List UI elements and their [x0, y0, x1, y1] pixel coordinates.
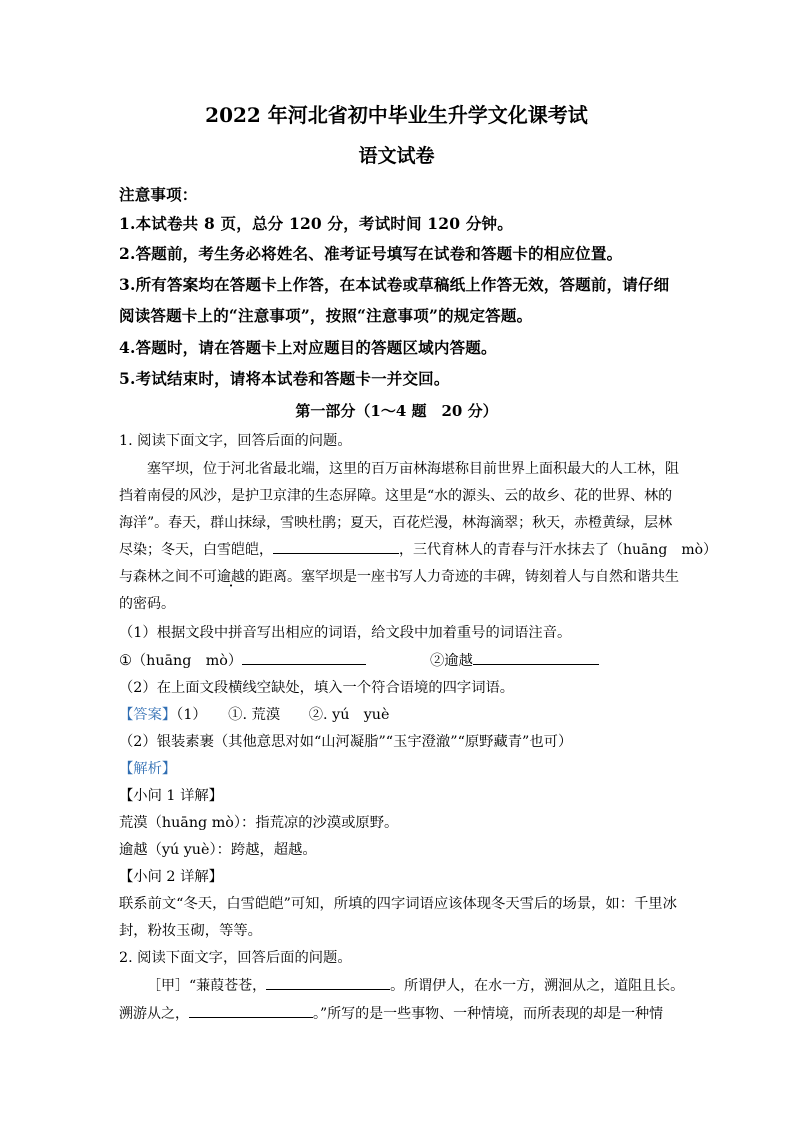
answer-label: 【答案】	[119, 707, 177, 723]
notice-item: 5.考试结束时，请将本试卷和答题卡一并交回。	[119, 369, 450, 388]
sub-question: （1）根据文段中拼音写出相应的词语，给文段中加着重号的词语注音。	[119, 625, 572, 641]
passage-text: 。”所写的是一些事物、一种情境，而所表现的却是一种情	[313, 1006, 664, 1022]
passage-text: 溯游从之，	[119, 1006, 189, 1022]
detail-line: 荒漠（huāng mò）：指荒凉的沙漠或原野。	[119, 815, 399, 831]
analysis-label: 【解析】	[119, 761, 177, 777]
emphasized-word: 逾越	[217, 569, 245, 585]
passage-text: ，三代育林人的青春与汗水抹去了（huāng mò）	[399, 542, 718, 558]
passage-text: 。所谓伊人，在水一方，溯洄从之，道阻且长。	[390, 978, 685, 994]
blank-prefix: ②逾越	[430, 653, 473, 669]
notice-item: 4.答题时，请在答题卡上对应题目的答题区域内答题。	[119, 338, 497, 357]
passage-text: 与森林之间不可	[119, 569, 217, 585]
notice-heading: 注意事项：	[119, 185, 198, 204]
passage-line	[147, 975, 684, 995]
passage-line: 海洋”。春天，群山抹绿，雪映杜鹃；夏天，百花烂漫，林海滴翠；秋天，赤橙黄绿，层林	[119, 515, 673, 531]
passage-text: 尽染；冬天，白雪皑皑，	[119, 542, 273, 558]
passage-line	[119, 1003, 663, 1023]
notice-item: 1.本试卷共 8 页，总分 120 分，考试时间 120 分钟。	[119, 214, 513, 233]
answer-text: （1） ①. 荒漠 ②. yú yuè	[176, 707, 390, 723]
exam-subtitle: 语文试卷	[358, 145, 435, 167]
passage-line	[119, 566, 679, 586]
answer-blank	[189, 1003, 313, 1018]
detail-line: 逾越（yú yuè）：跨越，超越。	[119, 842, 317, 858]
passage-line: 挡着南侵的风沙，是护卫京津的生态屏障。这里是“水的源头、云的故乡、花的世界、林的	[119, 488, 673, 504]
passage-text: ［甲］“蒹葭苍苍，	[147, 978, 267, 994]
passage-line: 的密码。	[119, 596, 175, 612]
question-stem: 2. 阅读下面文字，回答后面的问题。	[119, 950, 352, 966]
blank-prefix: ①（huāng mò）	[119, 653, 243, 669]
notice-item: 阅读答题卡上的“注意事项”，按照“注意事项”的规定答题。	[119, 306, 533, 325]
answer-blank	[266, 975, 390, 990]
answer-row	[119, 704, 389, 724]
fill-blank-row	[119, 650, 366, 670]
passage-line: 塞罕坝，位于河北省最北端，这里的百万亩林海堪称目前世界上面积最大的人工林，阻	[147, 461, 679, 477]
answer-blank	[473, 650, 599, 665]
passage-text: 的距离。塞罕坝是一座书写人力奇迹的丰碑，铸刻着人与自然和谐共生	[245, 569, 679, 585]
fill-blank-row	[430, 650, 599, 670]
detail-label: 【小问 1 详解】	[119, 788, 223, 804]
answer-blank	[273, 539, 399, 554]
exam-title: 2022 年河北省初中毕业生升学文化课考试	[205, 103, 588, 127]
section-title: 第一部分（1～4 题 20 分）	[295, 402, 498, 420]
sub-question: （2）在上面文段横线空缺处，填入一个符合语境的四字词语。	[119, 680, 515, 696]
passage-line	[119, 539, 717, 559]
detail-label: 【小问 2 详解】	[119, 869, 223, 885]
notice-item: 3.所有答案均在答题卡上作答，在本试卷或草稿纸上作答无效，答题前，请仔细	[119, 275, 670, 294]
detail-line: 封，粉妆玉砌，等等。	[119, 923, 262, 939]
answer-row: （2）银装素裹（其他意思对如“山河凝脂”“玉宇澄澈”“原野藏青”也可）	[119, 734, 573, 750]
answer-blank	[242, 650, 366, 665]
detail-line: 联系前文“冬天，白雪皑皑”可知，所填的四字词语应该体现冬天雪后的场景，如：千里冰	[119, 896, 677, 912]
notice-item: 2.答题前，考生务必将姓名、准考证号填写在试卷和答题卡的相应位置。	[119, 244, 623, 263]
question-stem: 1. 阅读下面文字，回答后面的问题。	[119, 433, 352, 449]
